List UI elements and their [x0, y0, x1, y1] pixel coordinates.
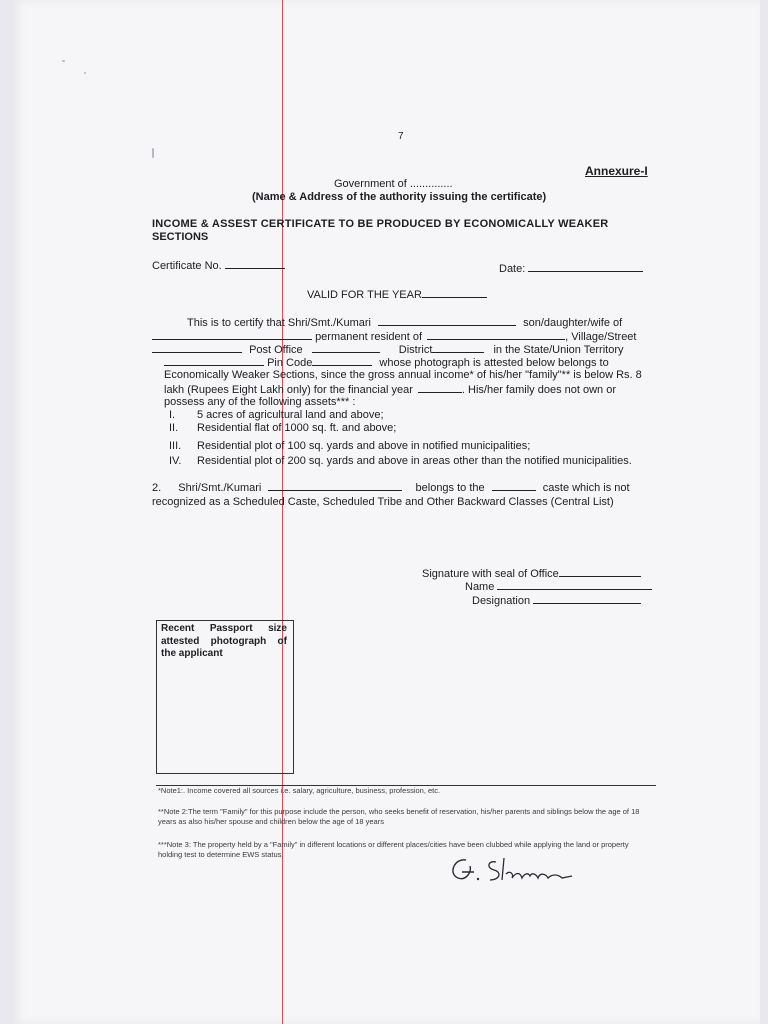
name-label: Name	[465, 581, 495, 593]
asset-item	[169, 455, 632, 467]
valid-year-field	[307, 288, 487, 301]
date-field	[499, 262, 643, 275]
para1-text: . His/her family does not own or	[461, 384, 616, 396]
photo-box	[156, 620, 294, 774]
residence-blank	[427, 330, 565, 340]
para2-line1	[152, 481, 630, 494]
annexure-label: Annexure-I	[585, 164, 648, 178]
para1-line4	[164, 356, 609, 369]
government-line: Government of ..............	[334, 178, 453, 190]
asset-number: II.	[169, 422, 179, 434]
para1-line5: Economically Weaker Sections, since the gross annual income* of his/her "family"** is below Rs. 8	[164, 369, 642, 381]
para1-text: son/daughter/wife of	[523, 317, 623, 329]
para1-text: Post Office	[249, 344, 303, 356]
name-field	[465, 580, 652, 593]
handwritten-signature	[444, 852, 584, 888]
date-blank	[528, 262, 643, 272]
valid-year-label: VALID FOR THE YEAR	[307, 289, 422, 301]
para1-text: in the State/Union Territory	[493, 344, 624, 356]
para1-text: District	[398, 344, 433, 356]
para1-text: whose photograph is attested below belongs to	[379, 357, 609, 369]
valid-year-blank	[422, 288, 487, 298]
caste-blank	[492, 481, 536, 491]
state-blank	[164, 356, 264, 366]
district-blank	[432, 343, 484, 353]
applicant-name-blank	[378, 316, 516, 326]
asset-item	[169, 440, 530, 452]
para2-line2: recognized as a Scheduled Caste, Scheduled Tribe and Other Backward Classes (Central List)	[152, 496, 614, 508]
document-page	[12, 0, 760, 1024]
certificate-title: INCOME & ASSEST CERTIFICATE TO BE PRODUCED BY ECONOMICALLY WEAKER	[152, 218, 609, 230]
certificate-no-blank	[225, 259, 285, 269]
para2-number: 2.	[152, 482, 162, 494]
designation-blank	[533, 594, 641, 604]
designation-label: Designation	[472, 595, 531, 607]
scan-speck	[62, 60, 65, 62]
pin-code-blank	[312, 356, 372, 366]
para1-line6	[164, 383, 616, 396]
para1-line1	[187, 316, 622, 329]
asset-number: IV.	[169, 455, 182, 467]
signature-field	[422, 567, 641, 580]
note-2: **Note 2:The term "Family" for this purpose include the person, who seeks benefit of reservation, his/her parents and siblings below the age of 18 years as also his/her spouse and children below the age of 18 years	[158, 807, 640, 826]
photo-box-caption: Recent Passport size attested photograph of the applicant	[161, 623, 287, 659]
caste-applicant-blank	[268, 481, 402, 491]
relation-name-blank	[152, 330, 312, 340]
certificate-title-line2: SECTIONS	[152, 231, 209, 243]
para1-text: lakh (Rupees Eight Lakh only) for the financial year	[164, 384, 413, 396]
financial-year-blank	[418, 383, 462, 393]
asset-text: Residential plot of 200 sq. yards and above in areas other than the notified municipalities.	[197, 455, 632, 467]
para2-text: caste which is not	[542, 482, 630, 494]
post-office-blank	[312, 343, 380, 353]
asset-item	[169, 422, 396, 434]
page-number: 7	[398, 131, 404, 142]
para2-text: Shri/Smt./Kumari	[178, 482, 262, 494]
authority-line: (Name & Address of the authority issuing the certificate)	[252, 191, 547, 203]
scan-speck	[84, 72, 86, 74]
asset-text: Residential plot of 100 sq. yards and above in notified municipalities;	[197, 440, 531, 452]
signature-blank	[559, 567, 641, 577]
asset-number: III.	[169, 440, 182, 452]
name-blank	[497, 580, 652, 590]
scan-speck	[152, 148, 154, 158]
village-blank	[152, 343, 242, 353]
para1-text: permanent resident of	[315, 331, 423, 343]
note-3: ***Note 3: The property held by a "Family" in different locations or different places/cities have been clubbed while applying the land or property holding test to determine EWS status.	[158, 840, 629, 859]
para1-text: Pin Code	[267, 357, 313, 369]
para1-text: This is to certify that Shri/Smt./Kumari	[187, 317, 371, 329]
note-1: *Note1:. Income covered all sources i.e. salary, agriculture, business, profession, etc.	[158, 786, 441, 795]
certificate-no-field	[152, 259, 285, 272]
red-margin-line	[282, 0, 283, 1024]
signature-label: Signature with seal of Office	[422, 568, 559, 580]
para1-line7: possess any of the following assets*** :	[164, 396, 356, 408]
asset-item	[169, 409, 384, 421]
date-label: Date:	[499, 263, 526, 275]
asset-text: 5 acres of agricultural land and above;	[197, 409, 384, 421]
asset-text: Residential flat of 1000 sq. ft. and above;	[197, 422, 397, 434]
para2-text: belongs to the	[415, 482, 485, 494]
asset-number: I.	[169, 409, 176, 421]
para1-text: , Village/Street	[565, 331, 637, 343]
designation-field	[472, 594, 641, 607]
para1-line2	[152, 330, 636, 343]
para1-line3	[152, 343, 624, 356]
certificate-no-label: Certificate No.	[152, 260, 222, 272]
